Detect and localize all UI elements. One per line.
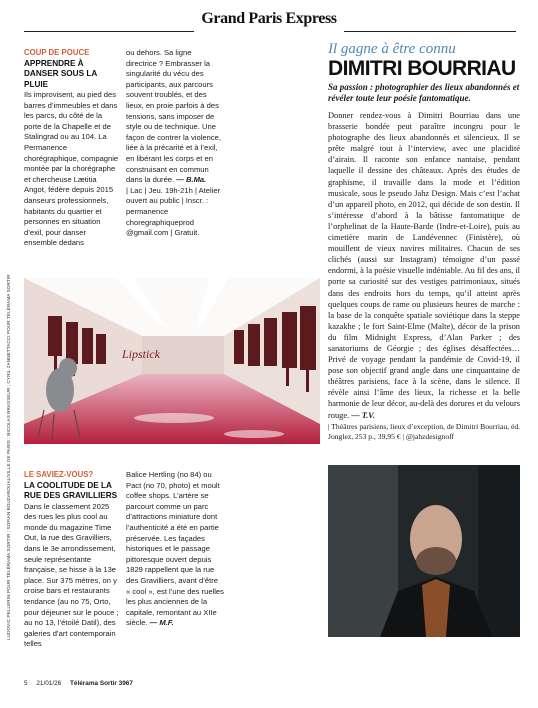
coup-de-pouce-signature: — B.Ma. [176,175,207,185]
section-title: Grand Paris Express [201,10,337,27]
coup-de-pouce-info: | Lac | Jeu. 19h-21h | Atelier ouvert au public | Inscr. : permanence choregraphiqueprod @gmail.com | Gratuit. [126,185,221,238]
header-rule-right [344,31,516,32]
feature-name: DIMITRI BOURRIAU [328,57,516,80]
gallery-corridor-illustration [24,278,320,444]
gallery-corridor-photo [24,278,320,444]
coup-de-pouce-body-1: Ils improvisent, au pied des barres d’immeubles et dans les parcs, du côté de la porte de la Chapelle et de Stalingrad ou au 104. La Permanence chorégraphique, compagnie montée par la chorégraphe et chercheuse Lætitia Angot, fédère depuis 2015 danseurs professionnels, habitants du quartier et personnes en situation d’exil, pour danser ensemble dedans [24,90,119,248]
photo-credit [6,274,14,640]
saviez-vous-heading: LA COOLITUDE DE LA RUE DES GRAVILLIERS [24,480,118,501]
coup-de-pouce-col-1 [24,48,120,249]
feature-article [328,41,520,443]
saviez-vous-body-1: Dans le classement 2025 des rues les plus cool au monde du magazine Time Out, la rue des Gravilliers, dans le 3e arrondissement, seule représentante française, se hisse à la 13e place. Sur 375 mètres, on y croise bars et restaurants tendance (au no 75, Orto, pour déjeuner sur le pouce ; au no 13, l’étoilé Datil), des galeries d’art contemporain telles [24,501,119,649]
feature-kicker: Il gagne à être connu [328,41,456,57]
coup-de-pouce-col-2 [126,48,224,239]
coup-de-pouce-kicker: COUP DE POUCE [24,48,90,57]
page-footer [24,680,140,687]
coup-de-pouce-body-2: ou dehors. Sa ligne directrice ? Embrasser la singularité du vécu des participants, aux parcours souvent troublés, et des lieux, en proie parfois à des tensions, sans imposer de style ou de technique. Une façon de contrer la violence, liée à la précarité et à l’exil, en libérant les corps et en construisant en commun dans la durée. [126,48,221,185]
header-rule-left [24,31,194,32]
saviez-vous-signature: — M.F. [149,618,174,628]
saviez-vous-kicker: LE SAVIEZ-VOUS? [24,470,94,479]
photo-credit-text: LUDOVIC PELLERIN POUR TÉLÉRAMA SORTIR ; SOFIAN BOUZAROUAL/VILLE DE PARIS ; NICOLAS BRASSEUR ; CYRIL ZANNETTACCI POUR TÉLÉRAMA SORTIR [6,274,11,640]
feature-info: | Théâtres parisiens, lieux d’exception, de Dimitri Bourriau, éd. Jonglez, 253 p., 39,95 € | @jahzdesignoff [328,421,521,442]
saviez-vous-body-2: Balice Hertling (no 84) ou Pact (no 70, photo) et moult coffee shops. L’artère se parcourt comme un parc d’attractions miniature dont l’authenticité a été en partie préservée. Les façades historiques et le passage pittoresque ouvert depuis 1829 rappellent que la rue des Gravilliers, avant d’être « cool », est l’une des ruelles les plus anciennes de la capitale, remontant au XIIe siècle. [126,470,224,628]
coup-de-pouce-heading: APPRENDRE À DANSER SOUS LA PLUIE [24,58,97,89]
saviez-vous-col-2 [126,470,224,629]
feature-body-text: Donner rendez-vous à Dimitri Bourriau dans une brasserie bondée peut paraître incongru pour le photographe des lieux abandonnés et silencieux. Il se prête malgré tout à l’interview, avec une placidité d’airain. Il raconte son enfance nantaise, pendant laquelle il dessine des châteaux. Après des études de graphisme, il travaille dans la mode et l’édition musicale, sous le pseudo Jahz Design. Mais c’est l’achat d’un appareil photo, en 2012, qui décide de son destin. Il s’intéresse d’abord à la bâtisse fantomatique de l’orphelinat de la Haute-Barde (Indre-et-Loire), puis au cimetière marin de Landévennec (Finistère), où mouillent de vieux navires militaires. Chacun de ses clichés (aussi sur Instagram) témoigne d’un passé endormi, à la poésie visuelle indéniable. Au fil des ans, il porte sa curiosité sur des vestiges patrimoniaux, situés dans des endroits hors du temps, qu’il atteint après quelques coups de rame ou plusieurs heures de marche : la base de la conquête spatiale soviétique dans la steppe kazakhe ; le fort Saint-Elme (Malte), décor de la prison du film Midnight Express, d’Alan Parker ; des sanatoriums de Géorgie ; des églises désaffectées… Privé de voyage pendant la pandémie de Covid-19, il pose son objectif grand angle dans une cinquantaine de théâtres parisiens, face à la scène, dans le silence. Il révèle ainsi l’âme des lieux, la richesse et la belle harmonie de leur décor, au-delà des dorures et du velours rouge. [328,111,520,420]
feature-signature: — T.V. [351,410,375,420]
magazine-name: Télérama Sortir 3967 [70,680,133,687]
issue-date: 21/01/26 [36,680,62,687]
saviez-vous-col-1 [24,470,120,650]
page-number: 5 [24,680,28,687]
portrait-photo [328,465,520,637]
svg-text:Lipstick: Lipstick [122,347,160,361]
portrait-illustration [328,465,520,637]
feature-subtitle: Sa passion : photographier des lieux abandonnés et révéler toute leur poésie fantomatique. [328,82,520,103]
feature-body [328,110,520,421]
